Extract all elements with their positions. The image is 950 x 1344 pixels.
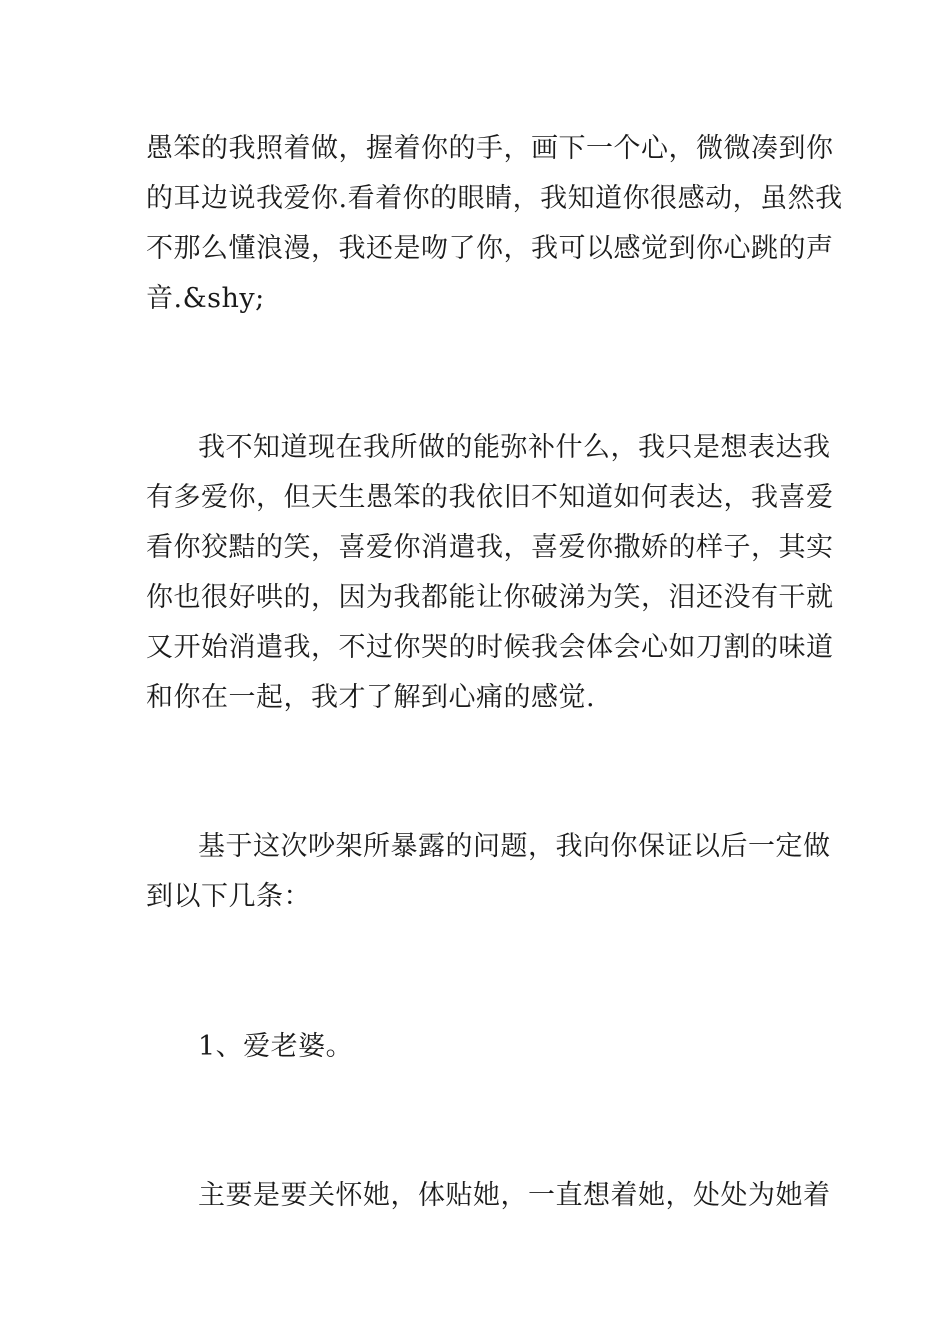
list-item-1: 1、爱老婆。 xyxy=(198,1031,354,1062)
paragraph-2-line-5: 又开始消遣我，不过你哭的时候我会体会心如刀割的味道 xyxy=(146,632,834,663)
paragraph-1-line-4: 音.&shy; xyxy=(146,283,265,314)
paragraph-1-line-2: 的耳边说我爱你.看着你的眼睛，我知道你很感动，虽然我 xyxy=(146,183,843,214)
paragraph-2-line-3: 看你狡黠的笑，喜爱你消遣我，喜爱你撒娇的样子，其实 xyxy=(146,532,834,563)
paragraph-3-line-1: 基于这次吵架所暴露的问题，我向你保证以后一定做 xyxy=(198,831,831,862)
paragraph-2-line-6: 和你在一起，我才了解到心痛的感觉. xyxy=(146,682,596,713)
paragraph-1-line-3: 不那么懂浪漫，我还是吻了你，我可以感觉到你心跳的声 xyxy=(146,233,834,264)
paragraph-5-line-1: 主要是要关怀她，体贴她，一直想着她，处处为她着 xyxy=(198,1180,831,1211)
paragraph-2-line-1: 我不知道现在我所做的能弥补什么，我只是想表达我 xyxy=(198,432,831,463)
paragraph-2-line-2: 有多爱你，但天生愚笨的我依旧不知道如何表达，我喜爱 xyxy=(146,482,834,513)
paragraph-1-line-1: 愚笨的我照着做，握着你的手，画下一个心，微微凑到你 xyxy=(146,133,834,164)
paragraph-3-line-2: 到以下几条： xyxy=(146,881,311,912)
paragraph-2-line-4: 你也很好哄的，因为我都能让你破涕为笑，泪还没有干就 xyxy=(146,582,834,613)
